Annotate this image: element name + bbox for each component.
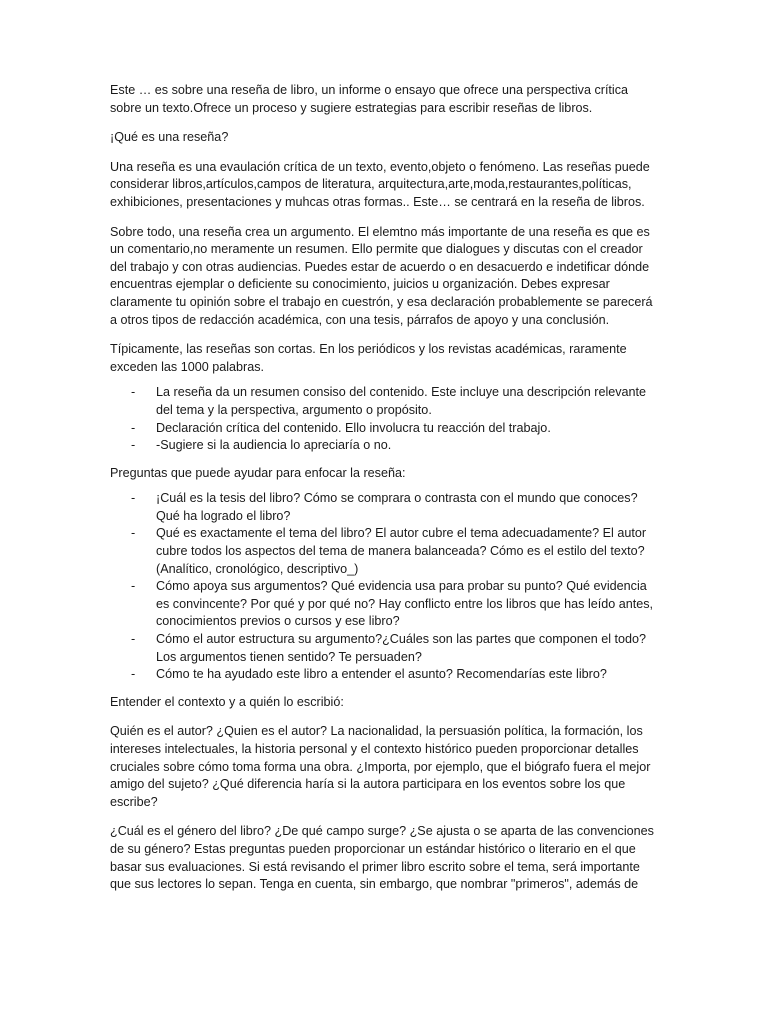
list-item (110, 384, 658, 419)
author-paragraph: Quién es el autor? ¿Quien es el autor? La nacionalidad, la persuasión política, la formación, los intereses intelectuales, la historia personal y el contexto histórico pueden proporcionar detalles cruciales sobre cómo toma forma una obra. ¿Importa, por ejemplo, que el biógrafo fuera el mejor amigo del sujeto? ¿Qué diferencia haría si la autora participara en los eventos sobre los que escribe? (110, 724, 651, 809)
list-item-text: Cómo el autor estructura su argumento?¿Cuáles son las partes que componen el todo? Los argumentos tienen sentido? Te persuaden? (156, 632, 647, 664)
list-item-text: Cómo te ha ayudado este libro a entender el asunto? Recomendarías este libro? (156, 667, 607, 682)
list-item (110, 490, 658, 525)
list-bullet: - (131, 385, 136, 400)
list-item-text: ¡Cuál es la tesis del libro? Cómo se comprara o contrasta con el mundo que conoces? Qué ha logrado el libro? (156, 491, 638, 523)
argument-paragraph: Sobre todo, una reseña crea un argumento. El elemtno más importante de una reseña es que es un comentario,no meramente un resumen. Ello permite que dialogues y discutas con el creador del trabajo y con otras audiencias. Puedes estar de acuerdo o en desacuerdo e indetificar dónde encuentras ejemplar o deficiente su conocimiento, juicios u organización. Debes expresar claramente tu opinión sobre el trabajo en cuestrón, y esa declaración probablemente se parecerá a otros tipos de redacción académica, con una tesis, párrafos de apoyo y una conclusión. (110, 224, 653, 327)
review-elements-list (110, 384, 658, 454)
list-bullet: - (131, 420, 136, 435)
list-bullet: - (131, 491, 136, 506)
list-item (110, 666, 658, 684)
questions-heading: Preguntas que puede ayudar para enfocar la reseña: (110, 465, 406, 480)
list-bullet: - (131, 632, 136, 647)
list-bullet: - (131, 667, 136, 682)
list-item (110, 437, 658, 455)
context-heading: Entender el contexto y a quién lo escribió: (110, 694, 344, 709)
document-body (110, 82, 658, 906)
list-bullet: - (131, 579, 136, 594)
list-item-text: Declaración crítica del contenido. Ello involucra tu reacción del trabajo. (156, 420, 551, 435)
list-item-text: Qué es exactamente el tema del libro? El autor cubre el tema adecuadamente? El autor cubre todos los aspectos del tema de manera balanceada? Cómo es el estilo del texto? (Analítico, cronológico, descriptivo_) (156, 526, 647, 576)
list-item (110, 578, 658, 631)
definition-paragraph: Una reseña es una evaulación crítica de un texto, evento,objeto o fenómeno. Las reseñas puede considerar libros,artículos,campos de literatura, arquitectura,arte,moda,restaurantes,políticas, exhibiciones, presentaciones y muhcas otras formas.. Este… se centrará en la reseña de libros. (110, 159, 650, 209)
list-bullet: - (131, 526, 136, 541)
list-item (110, 420, 658, 438)
intro-paragraph: Este … es sobre una reseña de libro, un informe o ensayo que ofrece una perspectiva crítica sobre un texto.Ofrece un proceso y sugiere estrategias para escribir reseñas de libros. (110, 83, 629, 115)
list-item (110, 631, 658, 666)
list-item-text: Cómo apoya sus argumentos? Qué evidencia usa para probar su punto? Qué evidencia es convincente? Por qué y por qué no? Hay conflicto entre los libros que has leído antes, conocimientos previos o cursos y ese libro? (156, 579, 654, 629)
genre-paragraph: ¿Cuál es el género del libro? ¿De qué campo surge? ¿Se ajusta o se aparta de las convenciones de su género? Estas preguntas pueden proporcionar un estándar histórico o literario en el que basar sus evaluaciones. Si está revisando el primer libro escrito sobre el tema, será importante que sus lectores lo sepan. Tenga en cuenta, sin embargo, que nombrar "primeros", además de (110, 824, 654, 892)
list-item-text: La reseña da un resumen consiso del contenido. Este incluye una descripción relevante del tema y la perspectiva, argumento o propósito. (156, 385, 647, 417)
list-item (110, 525, 658, 578)
list-bullet: - (131, 438, 136, 453)
focus-questions-list (110, 490, 658, 684)
length-paragraph: Típicamente, las reseñas son cortas. En los periódicos y los revistas académicas, raramente exceden las 1000 palabras. (110, 342, 627, 374)
section-question-what-is-review: ¡Qué es una reseña? (110, 130, 229, 145)
list-item-text: -Sugiere si la audiencia lo apreciaría o no. (156, 438, 392, 453)
